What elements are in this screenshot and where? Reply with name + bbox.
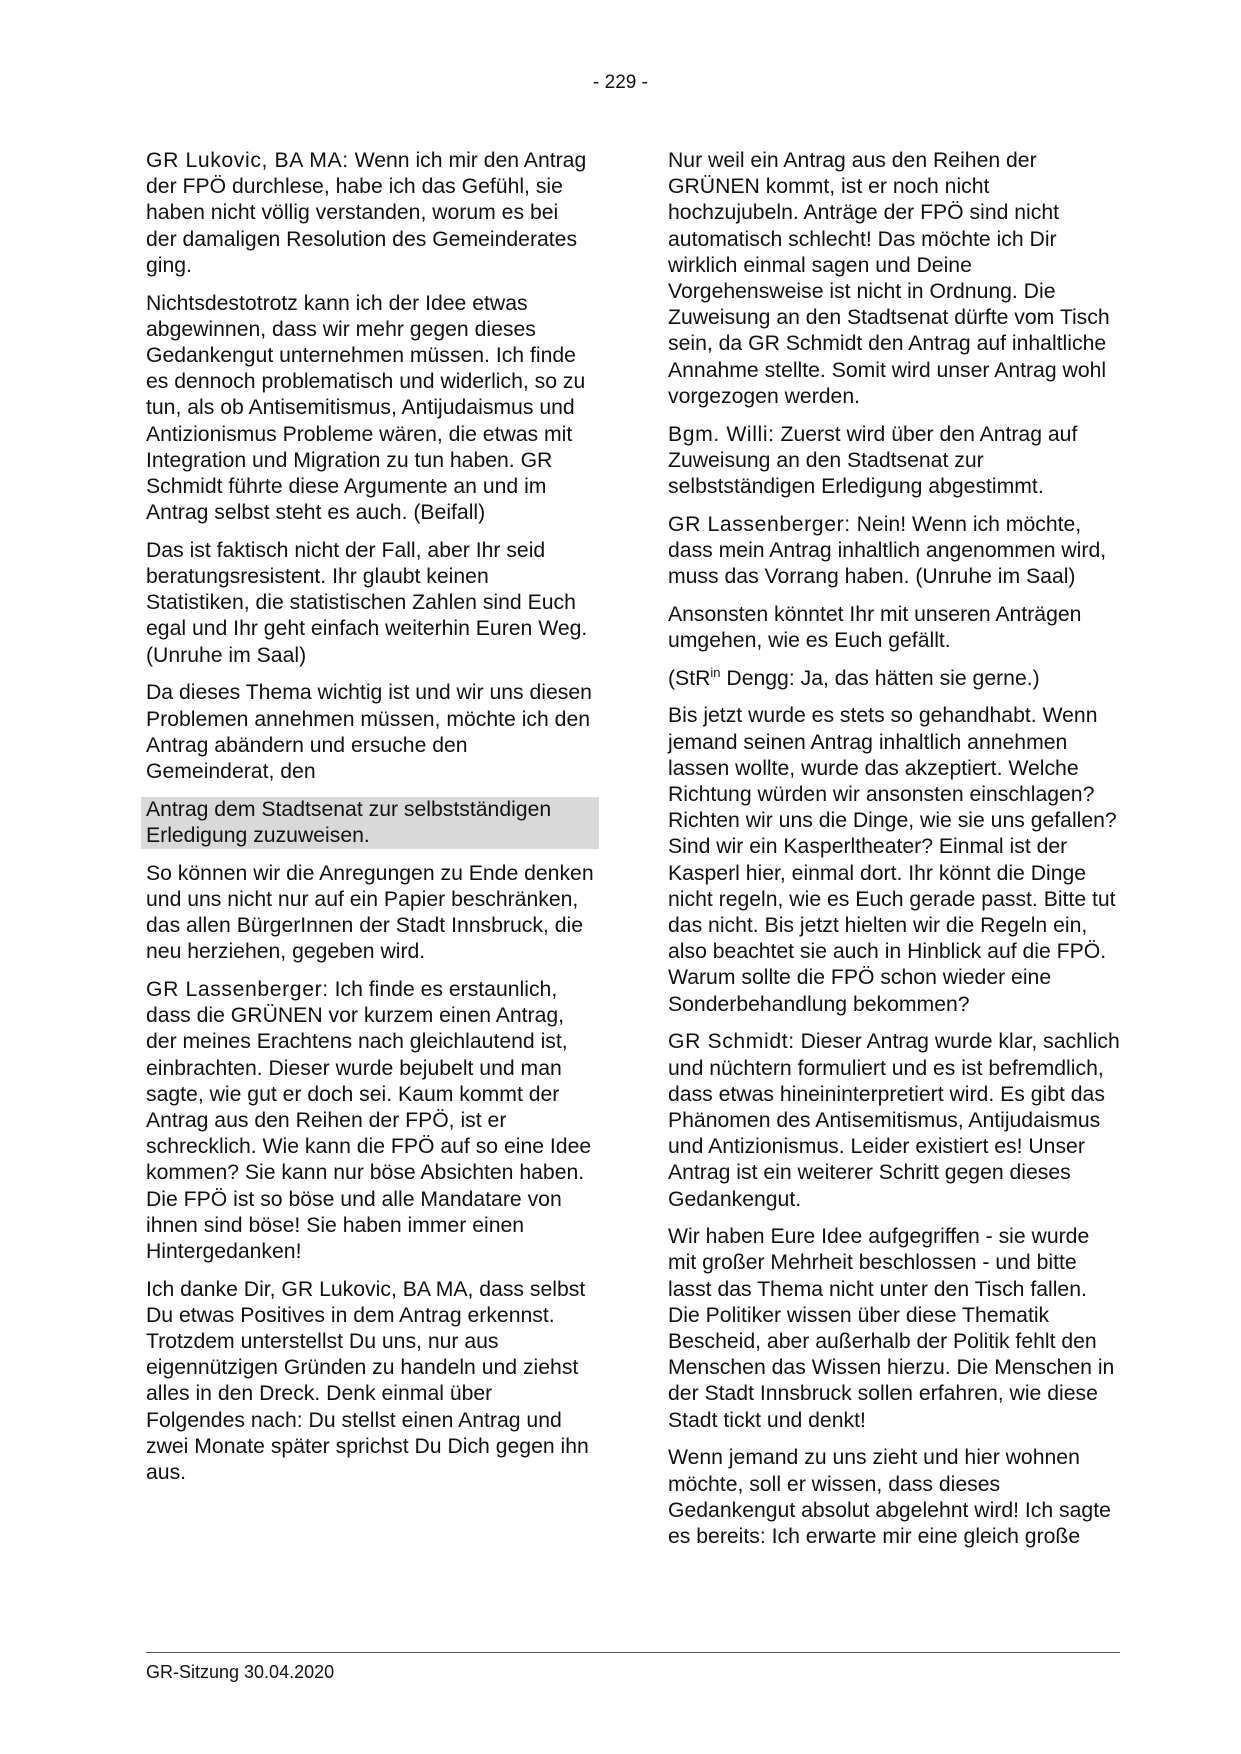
page-number: - 229 - [593, 72, 648, 93]
paragraph-text: Nein! Wenn ich möchte, dass mein Antrag inhaltlich angenommen wird, muss das Vorrang haben. (Unruhe im Saal) [668, 512, 1107, 589]
interjection-pre: (StR [668, 666, 711, 690]
paragraph [668, 422, 1120, 501]
paragraph: So können wir die Anregungen zu Ende denken und uns nicht nur auf ein Papier beschränken, das allen BürgerInnen der Stadt Innsbruck, die neu herziehen, gegeben wird. [146, 861, 594, 964]
paragraph [146, 977, 594, 1265]
speaker-name: Bgm. Willi: [668, 422, 775, 446]
paragraph-text: Zuerst wird über den Antrag auf Zuweisung an den Stadtsenat zur selbstständigen Erledigung abgestimmt. [668, 422, 1078, 498]
right-column [668, 148, 1120, 1562]
paragraph [668, 1029, 1120, 1212]
interjection [668, 666, 1120, 692]
paragraph: Bis jetzt wurde es stets so gehandhabt. Wenn jemand seinen Antrag inhaltlich annehmen lassen wollte, wurde das akzeptiert. Welche Richtung würden wir ansonsten einschlagen? Richten wir uns die Dinge, wie sie uns gefallen? Sind wir ein Kasperltheater? Einmal ist der Kasperl hier, einmal dort. Ihr könnt die Dinge nicht regeln, wie es Euch gerade passt. Bitte tut das nicht. Bis jetzt hielten wir die Regeln ein, also beachtet sie auch in Hinblick auf die FPÖ. Warum sollte die FPÖ schon wieder eine Sonderbehandlung bekommen? [668, 704, 1117, 1016]
superscript: in [710, 664, 721, 680]
footer-divider [146, 1652, 1120, 1653]
motion-highlight: Antrag dem Stadtsenat zur selbstständigen Erledigung zuzuweisen. [141, 797, 599, 849]
paragraph-text: Wenn ich mir den Antrag der FPÖ durchlese, habe ich das Gefühl, sie haben nicht völlig verstanden, worum es bei der damaligen Resolution des Gemeinderates ging. [146, 149, 587, 277]
paragraph: Nur weil ein Antrag aus den Reihen der GRÜNEN kommt, ist er noch nicht hochzujubeln. Anträge der FPÖ sind nicht automatisch schlecht! Das möchte ich Dir wirklich einmal sagen und Deine Vorgehensweise ist nicht in Ordnung. Die Zuweisung an den Stadtsenat dürfte vom Tisch sein, da GR Schmidt den Antrag auf inhaltliche Annahme stellte. Somit wird unser Antrag wohl vorgezogen werden. [668, 149, 1110, 408]
paragraph [146, 148, 594, 279]
left-column [146, 148, 594, 1498]
paragraph: Da dieses Thema wichtig ist und wir uns diesen Problemen annehmen müssen, möchte ich den Antrag abändern und ersuche den Gemeinderat, den [146, 681, 592, 783]
paragraph: Wenn jemand zu uns zieht und hier wohnen möchte, soll er wissen, dass dieses Gedankengut absolut abgelehnt wird! Ich sagte es bereits: Ich erwarte mir eine gleich große [668, 1446, 1111, 1548]
speaker-name: GR Lassenberger: [668, 512, 851, 536]
speaker-name: GR Lassenberger: [146, 977, 329, 1001]
paragraph-text: Ich finde es erstaunlich, dass die GRÜNEN vor kurzem einen Antrag, der meines Erachtens nach gleichlautend ist, einbrachten. Dieser wurde bejubelt und man sagte, wie gut er doch sei. Kaum kommt der Antrag aus den Reihen der FPÖ, ist er schrecklich. Wie kann die FPÖ auf so eine Idee kommen? Sie kann nur böse Absichten haben. Die FPÖ ist so böse und alle Mandatare von ihnen sind böse! Sie haben immer einen Hintergedanken! [146, 977, 592, 1263]
paragraph: Wir haben Eure Idee aufgegriffen - sie wurde mit großer Mehrheit beschlossen - und bitte lasst das Thema nicht unter den Tisch fallen. Die Politiker wissen über diese Thematik Bescheid, aber außerhalb der Politik fehlt den Menschen das Wissen hierzu. Die Menschen in der Stadt Innsbruck sollen erfahren, wie diese Stadt tickt und denkt! [668, 1225, 1115, 1432]
interjection-post: Dengg: Ja, das hätten sie gerne.) [720, 666, 1040, 690]
paragraph: Das ist faktisch nicht der Fall, aber Ihr seid beratungsresistent. Ihr glaubt keinen Statistiken, die statistischen Zahlen sind Euch egal und Ihr geht einfach weiterhin Euren Weg. (Unruhe im Saal) [146, 538, 588, 667]
paragraph: Nichtsdestotrotz kann ich der Idee etwas abgewinnen, dass wir mehr gegen dieses Gedankengut unternehmen müssen. Ich finde es dennoch problematisch und widerlich, so zu tun, als ob Antisemitismus, Antijudaismus und Antizionismus Probleme wären, die etwas mit Integration und Migration zu tun haben. GR Schmidt führte diese Argumente an und im Antrag selbst steht es auch. (Beifall) [146, 291, 586, 525]
paragraph-text: Dieser Antrag wurde klar, sachlich und nüchtern formuliert und es ist befremdlich, dass etwas hineininterpretiert wird. Es gibt das Phänomen des Antisemitismus, Antijudaismus und Antizionismus. Leider existiert es! Unser Antrag ist ein weiterer Schritt gegen dieses Gedankengut. [668, 1030, 1120, 1211]
speaker-name: GR Schmidt: [668, 1030, 795, 1054]
paragraph [668, 512, 1120, 591]
paragraph: Ich danke Dir, GR Lukovic, BA MA, dass selbst Du etwas Positives in dem Antrag erkennst. Trotzdem unterstellst Du uns, nur aus eigennützigen Gründen zu handeln und ziehst alles in den Dreck. Denk einmal über Folgendes nach: Du stellst einen Antrag und zwei Monate später sprichst Du Dich gegen ihn aus. [146, 1277, 589, 1485]
footer-session-date: GR-Sitzung 30.04.2020 [146, 1662, 335, 1682]
paragraph: Ansonsten könntet Ihr mit unseren Anträgen umgehen, wie es Euch gefällt. [668, 602, 1082, 652]
speaker-name: GR Lukovic, BA MA: [146, 149, 349, 172]
